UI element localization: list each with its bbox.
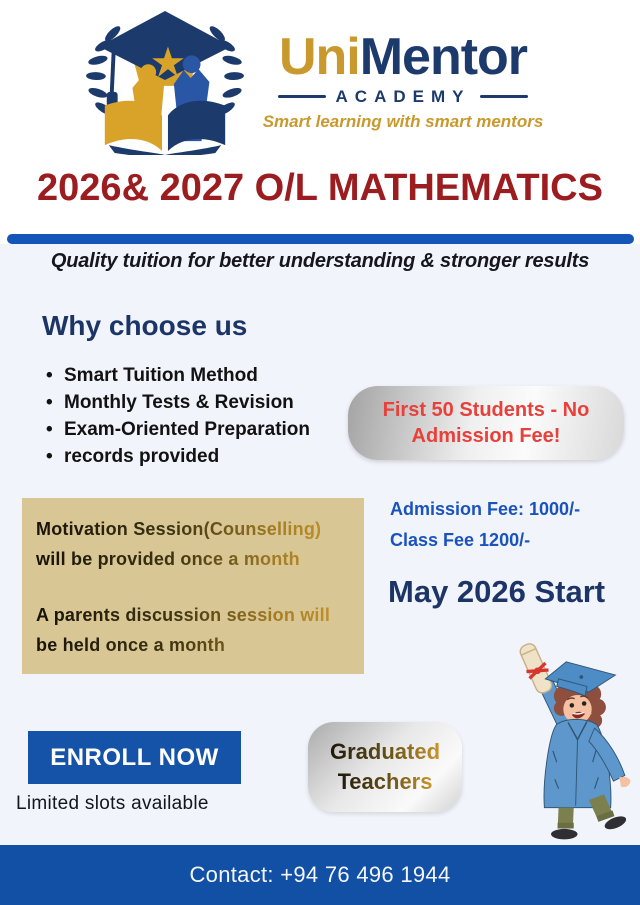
- academy-line: [278, 87, 529, 107]
- list-item: • Monthly Tests & Revision: [46, 389, 310, 416]
- contact-text: Contact: +94 76 496 1944: [189, 862, 451, 887]
- brand-name-mentor: Mentor: [359, 28, 528, 87]
- academy-label: ACADEMY: [335, 86, 471, 106]
- fees-info: [390, 494, 580, 556]
- divider-bar: [7, 234, 634, 244]
- academy-logo-icon: [81, 7, 249, 155]
- limited-slots-text: Limited slots available: [16, 793, 209, 814]
- enroll-now-button[interactable]: ENROLL NOW: [28, 731, 241, 784]
- sessions-info-box: [22, 498, 364, 674]
- logo-tagline: Smart learning with smart mentors: [262, 111, 544, 131]
- list-item: • records provided: [46, 443, 310, 470]
- why-choose-us-heading: Why choose us: [42, 310, 248, 341]
- no-admission-fee-text: First 50 Students - No Admission Fee!: [382, 399, 590, 447]
- graduate-boy-illustration: [498, 632, 640, 846]
- brand-name-uni: Uni: [278, 28, 360, 87]
- page-title: 2026& 2027 O/L MATHEMATICS: [37, 167, 603, 209]
- no-admission-fee-badge: [348, 386, 624, 460]
- subtitle-quality: Quality tuition for better understanding & stronger results: [50, 250, 590, 272]
- parents-discussion-text: A parents discussion session will be held once a month: [36, 600, 350, 660]
- class-fee-text: Class Fee 1200/-: [390, 530, 531, 550]
- contact-footer: [0, 845, 640, 905]
- logo-text: [263, 30, 544, 132]
- graduated-teachers-badge: [308, 722, 462, 812]
- list-item: • Smart Tuition Method: [46, 362, 310, 389]
- start-date-text: May 2026 Start: [388, 574, 606, 609]
- graduated-teachers-line1: Graduated: [330, 737, 440, 767]
- list-item: • Exam-Oriented Preparation: [46, 416, 310, 443]
- dash-right: [480, 95, 528, 98]
- dash-left: [278, 95, 326, 98]
- brand-name: [279, 30, 527, 85]
- admission-fee-text: Admission Fee: 1000/-: [390, 499, 581, 519]
- logo: [62, 6, 562, 156]
- why-choose-us-list: [46, 362, 310, 470]
- motivation-session-text: Motivation Session(Counselling) will be provided once a month: [36, 514, 350, 574]
- graduated-teachers-line2: Teachers: [338, 767, 433, 797]
